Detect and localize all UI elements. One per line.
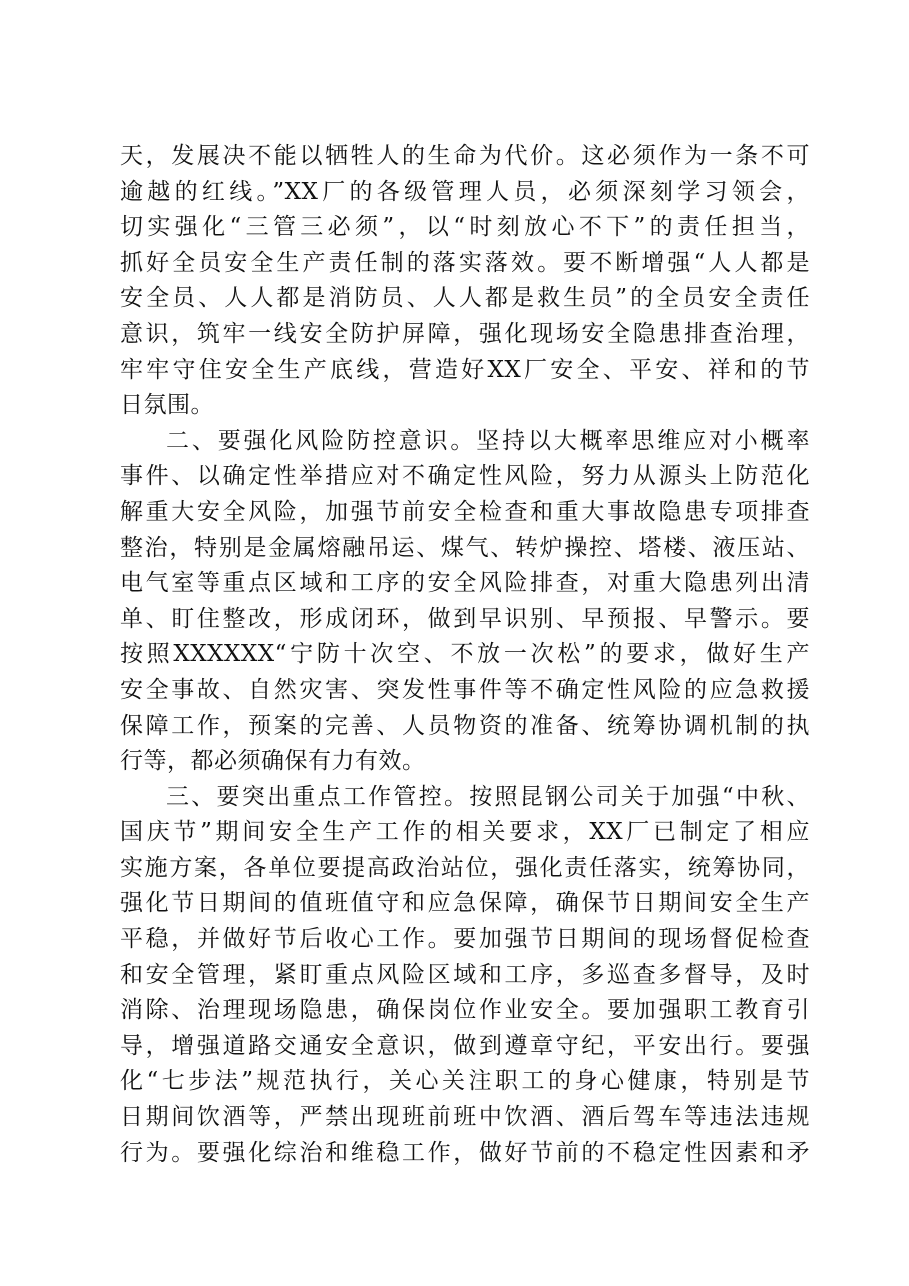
text-line: 导，增强道路交通安全意识，做到遵章守纪，平安出行。要强 [120,1032,810,1059]
document-body [120,139,810,1171]
text-line: 整治，特别是金属熔融吊运、煤气、转炉操控、塔楼、液压站、 [120,534,810,561]
text-line: 意识，筑牢一线安全防护屏障，强化现场安全隐患排查治理， [120,320,810,347]
text-line: 三、要突出重点工作管控。按照昆钢公司关于加强“中秋、 [166,783,810,810]
text-line: 天，发展决不能以牺牲人的生命为代价。这必须作为一条不可 [120,143,810,169]
text-line: 单、盯住整改，形成闭环，做到早识别、早预报、早警示。要 [120,605,810,632]
text-line: 强化节日期间的值班值守和应急保障，确保节日期间安全生产 [120,890,810,917]
text-line: 电气室等重点区域和工序的安全风险排查，对重大隐患列出清 [120,570,810,597]
text-line: 解重大安全风险，加强节前安全检查和重大事故隐患专项排查 [120,498,810,525]
paragraph-p3 [120,780,810,1172]
paragraph-p2 [120,424,810,780]
text-line: 平稳，并做好节后收心工作。要加强节日期间的现场督促检查 [120,926,810,953]
text-line: 逾越的红线。”XX厂的各级管理人员，必须深刻学习领会， [120,178,810,205]
text-line: 安全员、人人都是消防员、人人都是救生员”的全员安全责任 [120,285,810,312]
text-line: 安全事故、自然灾害、突发性事件等不确定性风险的应急救援 [120,676,810,703]
text-line: 牢牢守住安全生产底线，营造好XX厂安全、平安、祥和的节 [120,356,810,383]
text-line: 消除、治理现场隐患，确保岗位作业安全。要加强职工教育引 [120,997,810,1024]
text-line: 行等，都必须确保有力有效。 [120,748,426,775]
text-line: 日氛围。 [120,392,214,419]
text-line: 和安全管理，紧盯重点风险区域和工序，多巡查多督导，及时 [120,961,810,988]
text-line: 国庆节”期间安全生产工作的相关要求，XX厂已制定了相应 [120,819,810,846]
text-line: 事件、以确定性举措应对不确定性风险，努力从源头上防范化 [120,463,810,490]
text-line: 日期间饮酒等，严禁出现班前班中饮酒、酒后驾车等违法违规 [120,1104,810,1131]
text-line: 保障工作，预案的完善、人员物资的准备、统筹协调机制的执 [120,712,810,739]
text-line: 行为。要强化综治和维稳工作，做好节前的不稳定性因素和矛 [120,1139,810,1166]
text-line: 切实强化“三管三必须”，以“时刻放心不下”的责任担当， [120,214,810,241]
text-line: 化“七步法”规范执行，关心关注职工的身心健康，特别是节 [120,1068,810,1095]
text-line: 抓好全员安全生产责任制的落实落效。要不断增强“人人都是 [120,249,810,276]
text-line: 二、要强化风险防控意识。坚持以大概率思维应对小概率 [166,427,810,454]
paragraph-p1 [120,139,810,424]
text-line: 实施方案，各单位要提高政治站位，强化责任落实，统筹协同， [120,854,810,881]
text-line: 按照XXXXXX“宁防十次空、不放一次松”的要求，做好生产 [120,641,810,668]
